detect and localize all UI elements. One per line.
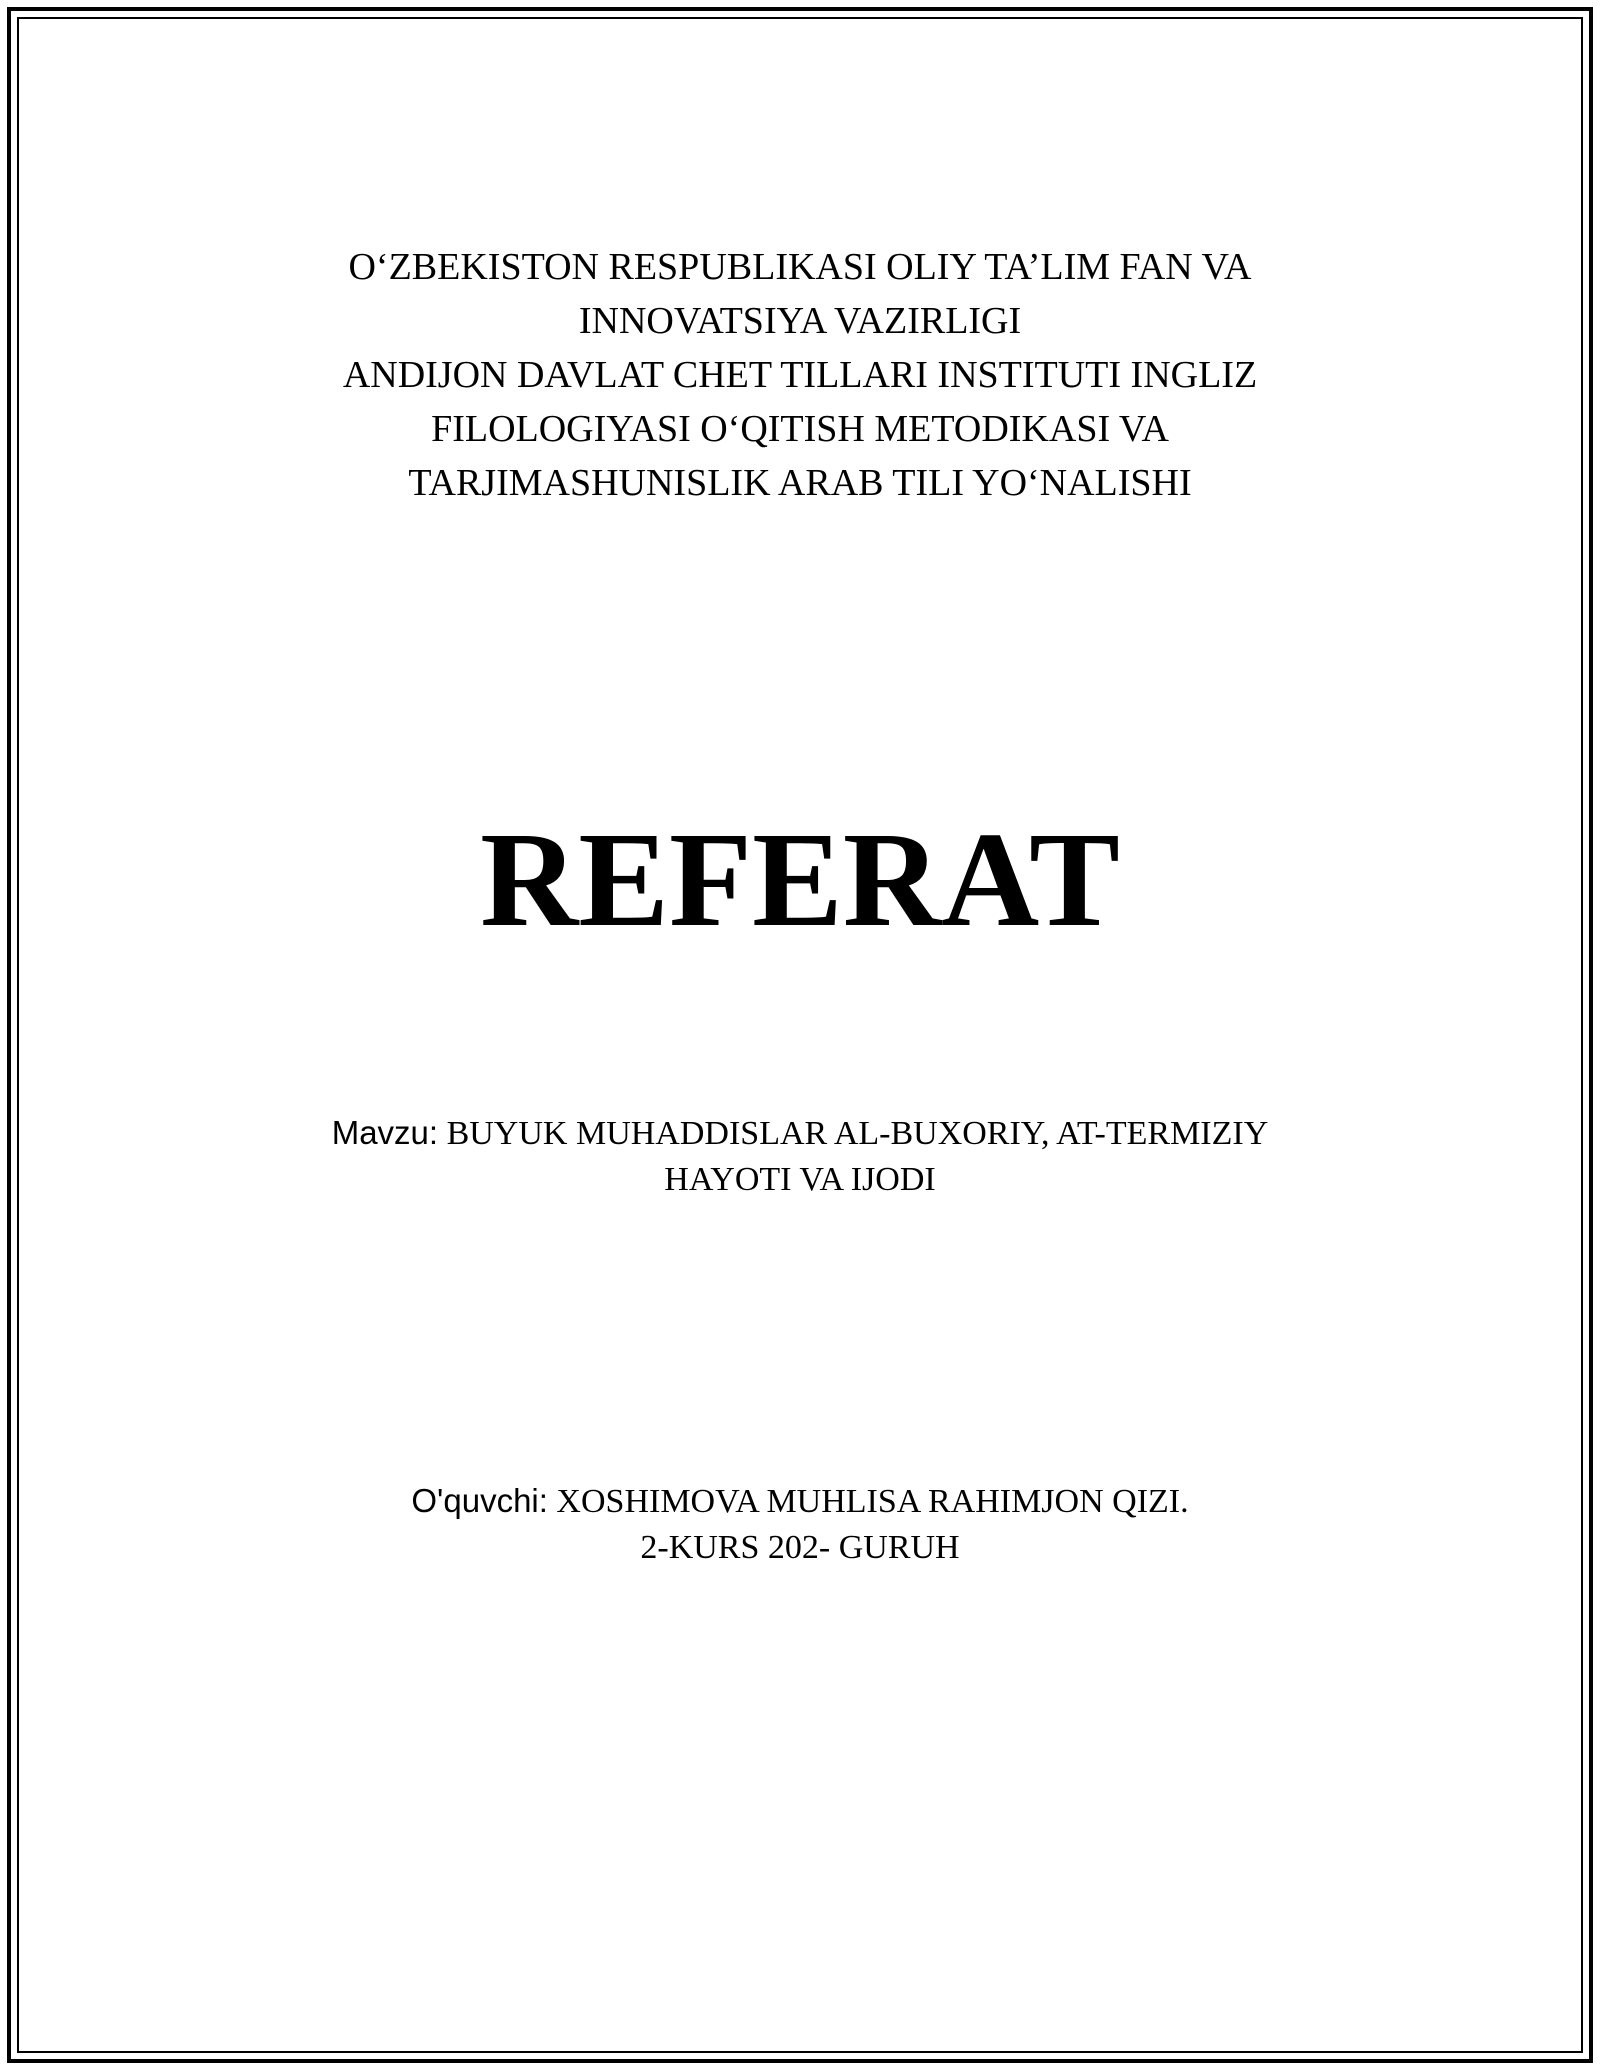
- header-line: ANDIJON DAVLAT CHET TILLARI INSTITUTI INGLIZ: [342, 354, 1258, 396]
- topic-line: [0, 1110, 1600, 1157]
- student-label: O'quvchi:: [411, 1482, 548, 1519]
- topic-label: Mavzu:: [331, 1114, 439, 1151]
- institution-header: [0, 240, 1600, 510]
- header-line: INNOVATSIYA VAZIRLIGI: [578, 300, 1022, 342]
- student-group: 2-KURS 202- GURUH: [640, 1529, 960, 1566]
- header-line: TARJIMASHUNISLIK ARAB TILI YO‘NALISHI: [408, 462, 1192, 504]
- student-line: [0, 1478, 1600, 1525]
- topic-text-continued: HAYOTI VA IJODI: [664, 1161, 936, 1198]
- topic-section: [0, 1110, 1600, 1203]
- topic-text: BUYUK MUHADDISLAR AL-BUXORIY, AT-TERMIZIY: [446, 1115, 1269, 1152]
- header-line: O‘ZBEKISTON RESPUBLIKASI OLIY TA’LIM FAN VA: [348, 246, 1252, 288]
- document-title: REFERAT: [480, 805, 1120, 955]
- student-section: [0, 1478, 1600, 1571]
- student-name: XOSHIMOVA MUHLISA RAHIMJON QIZI.: [556, 1483, 1189, 1520]
- header-line: FILOLOGIYASI O‘QITISH METODIKASI VA: [431, 408, 1169, 450]
